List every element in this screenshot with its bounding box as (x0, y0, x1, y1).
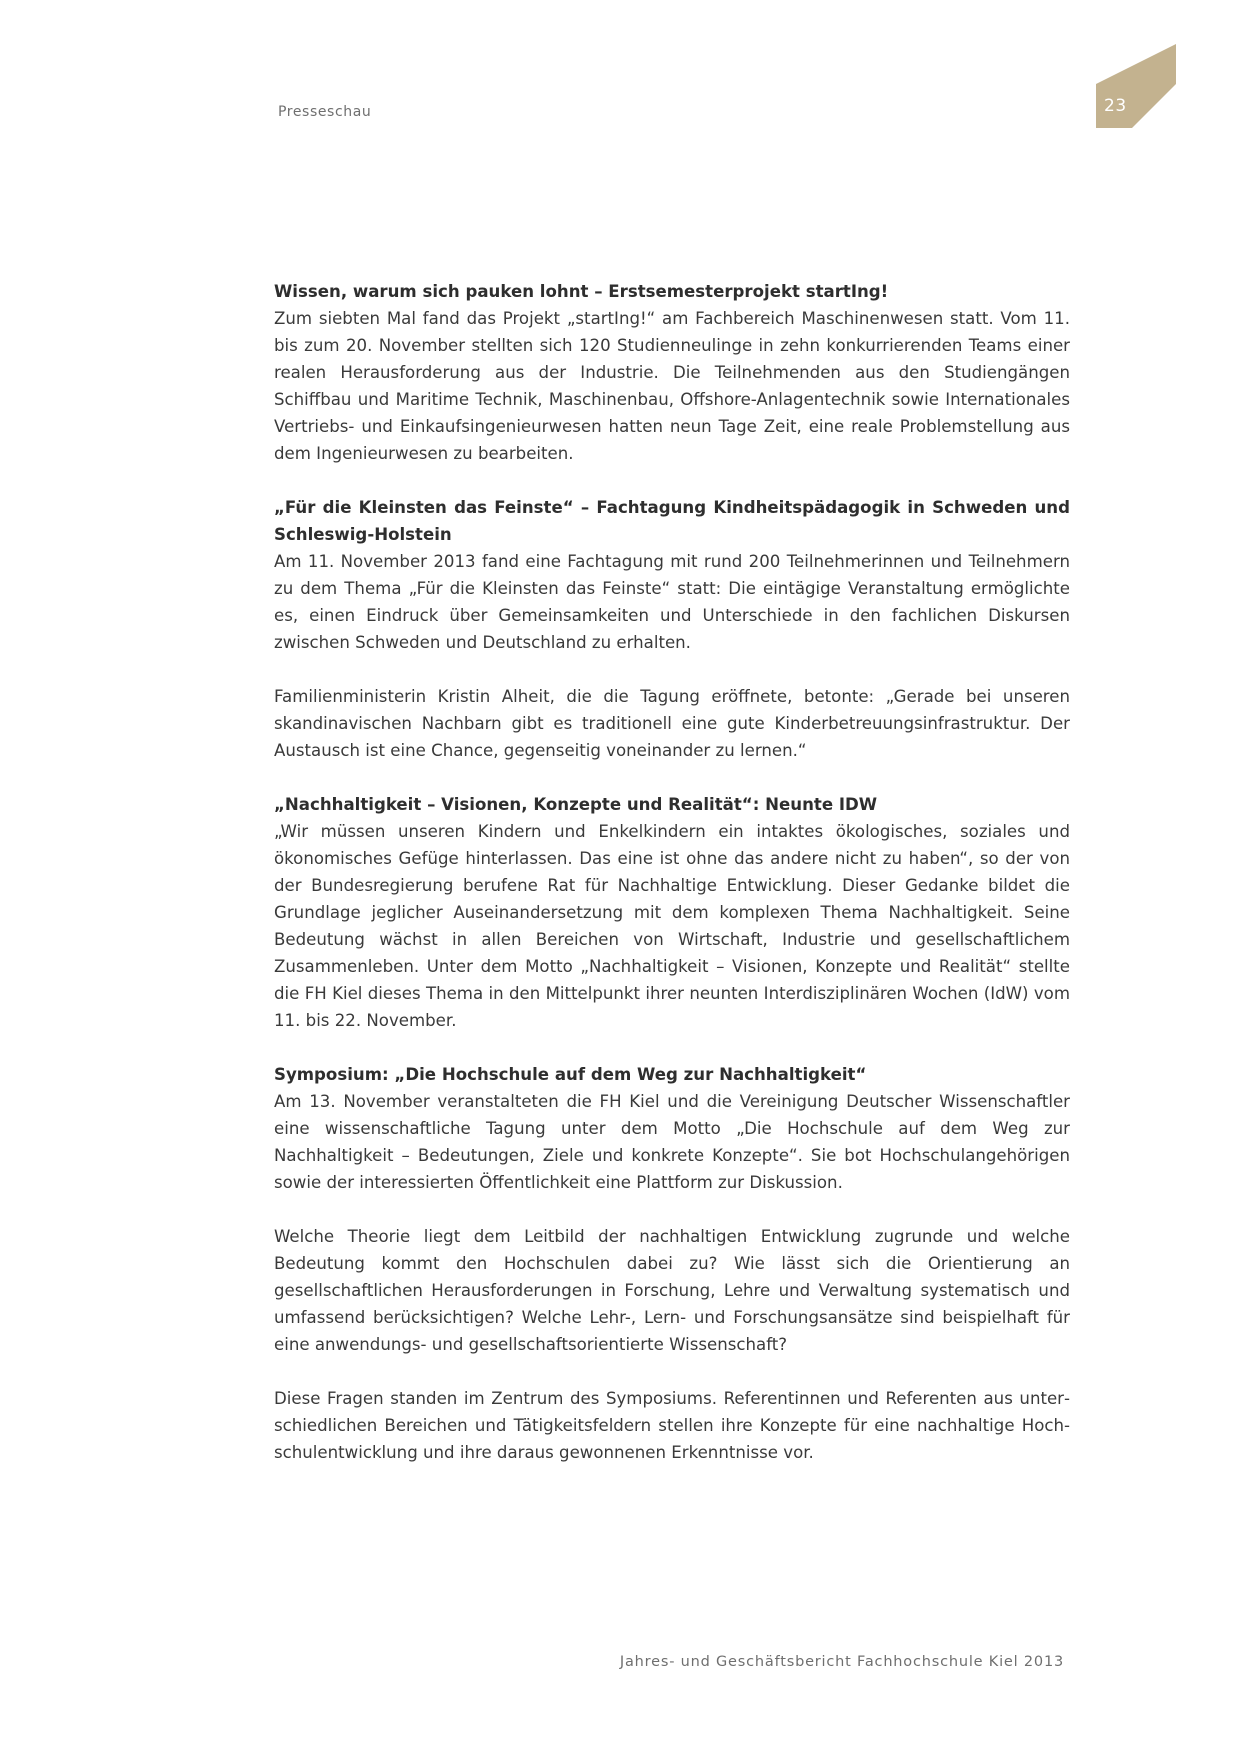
section-gap (274, 764, 1070, 791)
section-gap (274, 467, 1070, 494)
section-heading: „Für die Kleinsten das Feinste“ – Fachtagung Kindheitspädagogik in Schweden und Schleswig-Holstein (274, 498, 1070, 544)
footer-publication-title: Jahres- und Geschäftsbericht Fachhochschule Kiel 2013 (619, 1654, 1064, 1670)
paragraph: Am 11. November 2013 fand eine Fachtagung mit rund 200 Teilnehmerinnen und Teilnehmern zu dem Thema „Für die Kleinsten das Feinste“ statt: Die eintägige Veranstaltung ermöglichte es, einen Eindruck über Gemeinsamkeiten und Unterschiede in den fachlichen Diskursen zwischen Schweden und Deutschland zu erhalten. (274, 552, 1070, 652)
paragraph: „Wir müssen unseren Kindern und Enkelkindern ein intaktes ökologisches, soziales und ökonomisches Gefüge hinterlassen. Das eine ist ohne das andere nicht zu haben“, so der von der Bundesregierung berufene Rat für Nachhaltige Entwicklung. Dieser Gedanke bildet die Grundlage jeglicher Auseinandersetzung mit dem komplexen Thema Nachhaltigkeit. Seine Bedeutung wächst in allen Bereichen von Wirtschaft, Industrie und gesellschaftlichem Zusammenleben. Unter dem Motto „Nachhaltigkeit – Visionen, Konzepte und Realität“ stellte die FH Kiel dieses Thema in den Mittelpunkt ihrer neunten Interdisziplinären Wochen (IdW) vom 11. bis 22. November. (274, 822, 1070, 1030)
section-heading: Wissen, warum sich pauken lohnt – Erstsemesterprojekt startIng! (274, 282, 889, 301)
paragraph: Welche Theorie liegt dem Leitbild der nachhaltigen Entwicklung zugrunde und welche Bedeutung kommt den Hochschulen dabei zu? Wie lässt sich die Orientierung an gesellschaftlichen Herausforderungen in Forschung, Lehre und Verwaltung systematisch und umfassend berücksichtigen? Welche Lehr-, Lern- und Forschungsansätze sind beispielhaft für eine anwendungs- und gesellschaftsorientierte Wissenschaft? (274, 1227, 1070, 1354)
section-startIng (274, 278, 1070, 467)
paragraph: Zum siebten Mal fand das Projekt „startIng!“ am Fachbereich Maschinenwesen statt. Vom 11. bis zum 20. November stellten sich 120 Studienneulinge in zehn konkurrierenden Teams einer realen Herausforderung aus der Industrie. Die Teilnehmenden aus den Studiengängen Schiffbau und Maritime Technik, Maschinenbau, Offshore-Anlagentechnik sowie Internationales Vertriebs- und Einkaufsingenieurwesen hatten neun Tage Zeit, eine reale Problemstellung aus dem Ingenieurwesen zu bearbeiten. (274, 309, 1070, 463)
section-nachhaltigkeit-idw (274, 791, 1070, 1034)
paragraph: Diese Fragen standen im Zentrum des Symposiums. Referentinnen und Referenten aus unterschiedlichen Bereichen und Tätigkeitsfeldern stellen ihre Konzepte für eine nachhaltige Hochschulentwicklung und ihre daraus gewonnenen Erkenntnisse vor. (274, 1389, 1070, 1462)
section-heading: „Nachhaltigkeit – Visionen, Konzepte und Realität“: Neunte IDW (274, 795, 878, 814)
page-number: 23 (1104, 96, 1127, 116)
paragraph: Am 13. November veranstalteten die FH Kiel und die Vereinigung Deutscher Wissenschaftler eine wissenschaftliche Tagung unter dem Motto „Die Hochschule auf dem Weg zur Nachhaltigkeit – Bedeutungen, Ziele und konkrete Konzepte“. Sie bot Hochschulangehörigen sowie der interessierten Öffentlichkeit eine Plattform zur Diskussion. (274, 1092, 1070, 1192)
section-heading: Symposium: „Die Hochschule auf dem Weg zur Nachhaltigkeit“ (274, 1065, 867, 1084)
running-head: Presseschau (278, 104, 372, 120)
article-body (274, 278, 1070, 1466)
paragraph-gap (274, 1358, 1070, 1385)
section-gap (274, 1034, 1070, 1061)
section-symposium (274, 1061, 1070, 1466)
paragraph: Familienministerin Kristin Alheit, die die Tagung eröffnete, betonte: „Gerade bei unseren skandinavischen Nachbarn gibt es traditionell eine gute Kinderbetreuungsinfrastruktur. Der Austausch ist eine Chance, gegenseitig voneinander zu lernen.“ (274, 687, 1070, 760)
paragraph-gap (274, 656, 1070, 683)
section-kindheitspaedagogik (274, 494, 1070, 764)
paragraph-gap (274, 1196, 1070, 1223)
